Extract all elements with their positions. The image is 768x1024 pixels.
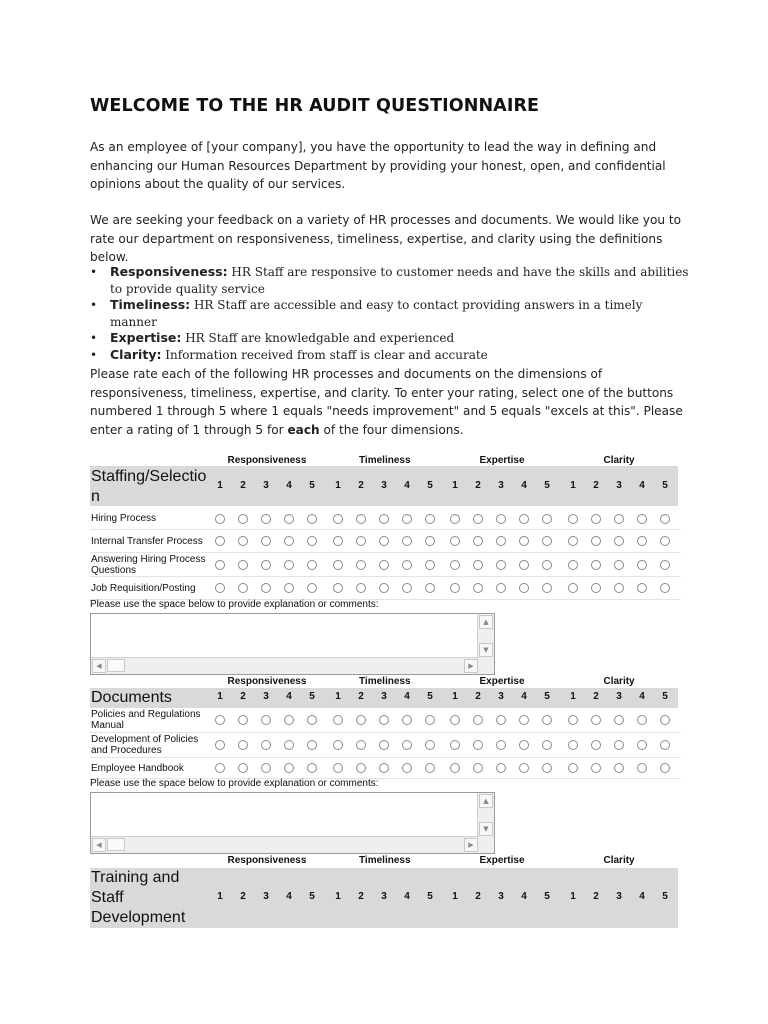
radio-clarity-3[interactable]: [614, 740, 624, 750]
radio-responsiveness-4[interactable]: [284, 514, 294, 524]
radio-clarity-1[interactable]: [568, 514, 578, 524]
scale-number: 2: [593, 480, 599, 491]
radio-expertise-4[interactable]: [519, 740, 529, 750]
radio-expertise-3[interactable]: [496, 560, 506, 570]
radio-expertise-5[interactable]: [542, 715, 552, 725]
scale-number: 2: [240, 480, 246, 491]
radio-timeliness-1[interactable]: [333, 740, 343, 750]
scroll-left-icon[interactable]: ◀: [92, 838, 106, 852]
dimension-label-responsiveness: Responsiveness: [227, 676, 307, 687]
radio-clarity-2[interactable]: [591, 583, 601, 593]
scale-number: 1: [452, 480, 458, 491]
scale-number: 3: [381, 691, 387, 702]
scroll-corner: [478, 658, 494, 674]
scale-number: 4: [404, 691, 410, 702]
dimension-header: [90, 855, 678, 869]
radio-expertise-2[interactable]: [473, 560, 483, 570]
radio-responsiveness-3[interactable]: [261, 740, 271, 750]
scale-number: 2: [593, 891, 599, 902]
scale-number: 3: [381, 891, 387, 902]
radio-expertise-4[interactable]: [519, 514, 529, 524]
radio-timeliness-5[interactable]: [425, 715, 435, 725]
scroll-thumb[interactable]: [107, 659, 125, 672]
intro-paragraph-2: We are seeking your feedback on a variety of HR processes and documents. We would like you to rate our department on responsiveness, timeliness, expertise, and clarity using the definitions below.: [90, 213, 682, 264]
radio-timeliness-4[interactable]: [402, 740, 412, 750]
radio-responsiveness-4[interactable]: [284, 740, 294, 750]
comments-prompt: Please use the space below to provide explanation or comments:: [90, 599, 379, 610]
radio-timeliness-2[interactable]: [356, 740, 366, 750]
radio-responsiveness-2[interactable]: [238, 583, 248, 593]
definition-clarity: • Clarity: Information received from staff is clear and accurate: [90, 346, 488, 362]
rating-row-development-of-policies-and-procedures: [90, 733, 681, 758]
scale-number: 1: [570, 480, 576, 491]
dimension-label-responsiveness: Responsiveness: [227, 855, 307, 866]
radio-responsiveness-3[interactable]: [261, 763, 271, 773]
radio-responsiveness-5[interactable]: [307, 583, 317, 593]
scale-number: 5: [427, 691, 433, 702]
rating-item-label: Internal Transfer Process: [91, 535, 203, 547]
scale-number: 5: [427, 480, 433, 491]
radio-clarity-1[interactable]: [568, 536, 578, 546]
scale-number: 4: [639, 691, 645, 702]
scale-number: 1: [217, 891, 223, 902]
radio-expertise-2[interactable]: [473, 583, 483, 593]
radio-responsiveness-4[interactable]: [284, 560, 294, 570]
radio-timeliness-3[interactable]: [379, 740, 389, 750]
definition-expertise: • Expertise: HR Staff are knowledgable and experienced: [90, 330, 455, 345]
scale-number: 4: [404, 480, 410, 491]
radio-expertise-1[interactable]: [450, 514, 460, 524]
radio-timeliness-2[interactable]: [356, 763, 366, 773]
rating-row-hiring-process: [90, 508, 681, 530]
radio-clarity-5[interactable]: [660, 740, 670, 750]
dimension-label-clarity: Clarity: [603, 855, 635, 866]
scroll-left-icon[interactable]: ◀: [92, 659, 106, 673]
page-title: WELCOME TO THE HR AUDIT QUESTIONNAIRE: [90, 96, 540, 116]
radio-timeliness-1[interactable]: [333, 583, 343, 593]
radio-expertise-5[interactable]: [542, 583, 552, 593]
rating-item-label: Job Requisition/Posting: [91, 582, 196, 594]
radio-clarity-5[interactable]: [660, 763, 670, 773]
scroll-up-icon[interactable]: ▲: [479, 615, 493, 629]
radio-expertise-2[interactable]: [473, 740, 483, 750]
radio-expertise-3[interactable]: [496, 583, 506, 593]
scale-number: 3: [498, 691, 504, 702]
scroll-right-icon[interactable]: ▶: [464, 838, 478, 852]
scale-number: 1: [452, 891, 458, 902]
radio-clarity-2[interactable]: [591, 560, 601, 570]
radio-expertise-2[interactable]: [473, 763, 483, 773]
scale-number: 2: [358, 691, 364, 702]
scale-number: 1: [570, 691, 576, 702]
radio-timeliness-4[interactable]: [402, 715, 412, 725]
scale-number: 2: [593, 691, 599, 702]
definitions-list: [90, 264, 690, 363]
radio-responsiveness-1[interactable]: [215, 536, 225, 546]
radio-responsiveness-2[interactable]: [238, 560, 248, 570]
radio-responsiveness-2[interactable]: [238, 715, 248, 725]
scale-number: 5: [662, 891, 668, 902]
radio-clarity-1[interactable]: [568, 715, 578, 725]
radio-expertise-1[interactable]: [450, 715, 460, 725]
radio-expertise-2[interactable]: [473, 715, 483, 725]
radio-timeliness-1[interactable]: [333, 763, 343, 773]
scale-number: 5: [662, 691, 668, 702]
radio-clarity-5[interactable]: [660, 560, 670, 570]
radio-responsiveness-1[interactable]: [215, 715, 225, 725]
dimension-label-expertise: Expertise: [479, 676, 525, 687]
section-title: Staffing/Selection: [91, 468, 207, 505]
dimension-label-clarity: Clarity: [603, 455, 635, 466]
radio-clarity-3[interactable]: [614, 560, 624, 570]
rating-row-policies-and-regulations-manual: [90, 708, 681, 733]
section-header-training-and-staff-development: [90, 868, 678, 928]
radio-expertise-1[interactable]: [450, 583, 460, 593]
radio-responsiveness-1[interactable]: [215, 560, 225, 570]
radio-clarity-5[interactable]: [660, 536, 670, 546]
radio-responsiveness-5[interactable]: [307, 560, 317, 570]
radio-clarity-4[interactable]: [637, 740, 647, 750]
radio-expertise-3[interactable]: [496, 763, 506, 773]
scroll-down-icon[interactable]: ▼: [479, 643, 493, 657]
radio-timeliness-3[interactable]: [379, 763, 389, 773]
radio-clarity-3[interactable]: [614, 715, 624, 725]
scale-number: 4: [521, 691, 527, 702]
scale-number: 3: [381, 480, 387, 491]
scale-number: 3: [498, 891, 504, 902]
radio-clarity-2[interactable]: [591, 715, 601, 725]
scale-numbers: [90, 480, 678, 494]
scale-number: 4: [286, 891, 292, 902]
scale-number: 4: [521, 891, 527, 902]
radio-timeliness-5[interactable]: [425, 536, 435, 546]
radio-timeliness-2[interactable]: [356, 715, 366, 725]
section-header-staffing-selection: [90, 466, 678, 506]
radio-expertise-5[interactable]: [542, 560, 552, 570]
scale-number: 4: [404, 891, 410, 902]
definition-responsiveness: • Responsiveness: HR Staff are responsive to customer needs and have the skills and abilities to provide quality service: [90, 264, 689, 296]
scale-number: 1: [217, 691, 223, 702]
radio-responsiveness-1[interactable]: [215, 514, 225, 524]
radio-responsiveness-4[interactable]: [284, 763, 294, 773]
radio-clarity-1[interactable]: [568, 583, 578, 593]
dimension-label-timeliness: Timeliness: [359, 855, 411, 866]
radio-responsiveness-2[interactable]: [238, 514, 248, 524]
radio-responsiveness-5[interactable]: [307, 715, 317, 725]
scale-number: 4: [521, 480, 527, 491]
radio-timeliness-1[interactable]: [333, 560, 343, 570]
radio-expertise-2[interactable]: [473, 514, 483, 524]
scroll-thumb[interactable]: [107, 838, 125, 851]
definition-timeliness: • Timeliness: HR Staff are accessible and easy to contact providing answers in a timely manner: [90, 297, 643, 329]
horizontal-scrollbar[interactable]: [91, 836, 479, 853]
intro-paragraph-1: As an employee of [your company], you have the opportunity to lead the way in defining and enhancing our Human Resources Department by providing your honest, open, and confidential opinions about the quality of our services.: [90, 140, 666, 191]
radio-expertise-1[interactable]: [450, 763, 460, 773]
radio-responsiveness-3[interactable]: [261, 715, 271, 725]
scroll-corner: [478, 837, 494, 853]
radio-timeliness-5[interactable]: [425, 514, 435, 524]
radio-timeliness-3[interactable]: [379, 514, 389, 524]
scale-number: 3: [263, 480, 269, 491]
radio-expertise-4[interactable]: [519, 583, 529, 593]
section-title: Training and Staff Development: [91, 869, 186, 926]
scale-number: 1: [335, 691, 341, 702]
scale-number: 1: [452, 691, 458, 702]
radio-expertise-3[interactable]: [496, 514, 506, 524]
radio-responsiveness-5[interactable]: [307, 763, 317, 773]
radio-clarity-1[interactable]: [568, 763, 578, 773]
scale-number: 5: [544, 480, 550, 491]
scale-number: 2: [475, 691, 481, 702]
radio-clarity-5[interactable]: [660, 514, 670, 524]
radio-expertise-1[interactable]: [450, 536, 460, 546]
dimension-label-timeliness: Timeliness: [359, 455, 411, 466]
radio-responsiveness-5[interactable]: [307, 740, 317, 750]
rating-item-label: Answering Hiring Process Questions: [91, 554, 206, 576]
scale-number: 2: [358, 480, 364, 491]
radio-clarity-4[interactable]: [637, 715, 647, 725]
radio-clarity-1[interactable]: [568, 560, 578, 570]
radio-timeliness-3[interactable]: [379, 715, 389, 725]
radio-expertise-4[interactable]: [519, 560, 529, 570]
scale-number: 5: [662, 480, 668, 491]
rating-item-label: Hiring Process: [91, 513, 157, 524]
radio-expertise-3[interactable]: [496, 740, 506, 750]
radio-expertise-5[interactable]: [542, 740, 552, 750]
scale-number: 3: [616, 480, 622, 491]
horizontal-scrollbar[interactable]: [91, 657, 479, 674]
scale-number: 3: [616, 891, 622, 902]
radio-clarity-5[interactable]: [660, 583, 670, 593]
radio-clarity-2[interactable]: [591, 514, 601, 524]
radio-clarity-4[interactable]: [637, 536, 647, 546]
scale-number: 3: [616, 691, 622, 702]
radio-timeliness-3[interactable]: [379, 583, 389, 593]
radio-clarity-4[interactable]: [637, 763, 647, 773]
scale-number: 2: [240, 691, 246, 702]
rating-row-answering-hiring-process-questions: [90, 553, 681, 577]
scale-number: 2: [358, 891, 364, 902]
dimension-label-expertise: Expertise: [479, 855, 525, 866]
radio-clarity-4[interactable]: [637, 514, 647, 524]
radio-responsiveness-5[interactable]: [307, 536, 317, 546]
scale-number: 1: [335, 891, 341, 902]
radio-responsiveness-4[interactable]: [284, 536, 294, 546]
scale-number: 5: [427, 891, 433, 902]
radio-timeliness-3[interactable]: [379, 560, 389, 570]
scale-number: 1: [570, 891, 576, 902]
scale-number: 5: [544, 891, 550, 902]
radio-timeliness-4[interactable]: [402, 536, 412, 546]
radio-responsiveness-2[interactable]: [238, 740, 248, 750]
radio-timeliness-5[interactable]: [425, 560, 435, 570]
radio-responsiveness-1[interactable]: [215, 763, 225, 773]
scale-number: 3: [263, 691, 269, 702]
radio-clarity-2[interactable]: [591, 536, 601, 546]
section-header-documents: [90, 688, 678, 708]
comments-textarea-documents[interactable]: [90, 792, 495, 854]
scale-number: 2: [240, 891, 246, 902]
scroll-right-icon[interactable]: ▶: [464, 659, 478, 673]
radio-responsiveness-3[interactable]: [261, 560, 271, 570]
radio-responsiveness-4[interactable]: [284, 715, 294, 725]
radio-responsiveness-4[interactable]: [284, 583, 294, 593]
scale-number: 5: [309, 480, 315, 491]
radio-timeliness-1[interactable]: [333, 715, 343, 725]
radio-responsiveness-1[interactable]: [215, 740, 225, 750]
section-title: Documents: [91, 689, 172, 706]
radio-clarity-1[interactable]: [568, 740, 578, 750]
radio-timeliness-2[interactable]: [356, 536, 366, 546]
radio-responsiveness-1[interactable]: [215, 583, 225, 593]
vertical-scrollbar[interactable]: [477, 793, 494, 838]
radio-responsiveness-2[interactable]: [238, 763, 248, 773]
radio-timeliness-5[interactable]: [425, 763, 435, 773]
radio-timeliness-2[interactable]: [356, 560, 366, 570]
radio-expertise-1[interactable]: [450, 740, 460, 750]
scale-numbers: [90, 691, 678, 705]
scale-number: 1: [335, 480, 341, 491]
radio-timeliness-5[interactable]: [425, 740, 435, 750]
radio-expertise-4[interactable]: [519, 536, 529, 546]
comments-textarea-staffing-selection[interactable]: [90, 613, 495, 675]
dimension-label-expertise: Expertise: [479, 455, 525, 466]
scale-numbers: [90, 891, 678, 905]
radio-timeliness-4[interactable]: [402, 560, 412, 570]
radio-timeliness-5[interactable]: [425, 583, 435, 593]
radio-expertise-5[interactable]: [542, 536, 552, 546]
comments-prompt: Please use the space below to provide explanation or comments:: [90, 778, 379, 789]
rating-row-internal-transfer-process: [90, 530, 681, 553]
radio-timeliness-3[interactable]: [379, 536, 389, 546]
rating-item-label: Development of Policies and Procedures: [91, 734, 199, 756]
scale-number: 3: [263, 891, 269, 902]
radio-clarity-4[interactable]: [637, 583, 647, 593]
radio-responsiveness-2[interactable]: [238, 536, 248, 546]
radio-expertise-5[interactable]: [542, 763, 552, 773]
radio-timeliness-2[interactable]: [356, 514, 366, 524]
scale-number: 2: [475, 480, 481, 491]
radio-clarity-3[interactable]: [614, 763, 624, 773]
radio-expertise-4[interactable]: [519, 763, 529, 773]
radio-clarity-5[interactable]: [660, 715, 670, 725]
radio-clarity-3[interactable]: [614, 514, 624, 524]
dimension-label-clarity: Clarity: [603, 676, 635, 687]
radio-expertise-4[interactable]: [519, 715, 529, 725]
scale-number: 5: [309, 891, 315, 902]
dimension-label-responsiveness: Responsiveness: [227, 455, 307, 466]
radio-expertise-3[interactable]: [496, 536, 506, 546]
radio-expertise-5[interactable]: [542, 514, 552, 524]
scale-number: 4: [639, 480, 645, 491]
scale-number: 4: [286, 691, 292, 702]
scale-number: 5: [309, 691, 315, 702]
radio-expertise-3[interactable]: [496, 715, 506, 725]
scale-number: 2: [475, 891, 481, 902]
radio-responsiveness-5[interactable]: [307, 514, 317, 524]
radio-clarity-3[interactable]: [614, 536, 624, 546]
scale-number: 4: [286, 480, 292, 491]
scale-number: 4: [639, 891, 645, 902]
rating-item-label: Employee Handbook: [91, 762, 184, 774]
radio-responsiveness-3[interactable]: [261, 536, 271, 546]
radio-expertise-1[interactable]: [450, 560, 460, 570]
radio-clarity-4[interactable]: [637, 560, 647, 570]
scroll-down-icon[interactable]: ▼: [479, 822, 493, 836]
rating-row-employee-handbook: [90, 758, 681, 779]
radio-timeliness-4[interactable]: [402, 763, 412, 773]
scale-number: 3: [498, 480, 504, 491]
radio-clarity-3[interactable]: [614, 583, 624, 593]
radio-responsiveness-3[interactable]: [261, 514, 271, 524]
scale-number: 1: [217, 480, 223, 491]
radio-timeliness-4[interactable]: [402, 583, 412, 593]
rating-item-label: Policies and Regulations Manual: [91, 709, 201, 731]
rating-row-job-requisition-posting: [90, 577, 681, 600]
radio-timeliness-2[interactable]: [356, 583, 366, 593]
radio-expertise-2[interactable]: [473, 536, 483, 546]
radio-timeliness-1[interactable]: [333, 514, 343, 524]
radio-timeliness-1[interactable]: [333, 536, 343, 546]
radio-clarity-2[interactable]: [591, 740, 601, 750]
dimension-label-timeliness: Timeliness: [359, 676, 411, 687]
radio-timeliness-4[interactable]: [402, 514, 412, 524]
vertical-scrollbar[interactable]: [477, 614, 494, 659]
scroll-up-icon[interactable]: ▲: [479, 794, 493, 808]
radio-clarity-2[interactable]: [591, 763, 601, 773]
rating-instructions: Please rate each of the following HR processes and documents on the dimensions of responsiveness, timeliness, expertise, and clarity. To enter your rating, select one of the buttons numbered 1 through 5 where 1 equals "needs improvement" and 5 equals "excels at this". Please enter a rating of 1 through 5 for each of the four dimensions.: [90, 367, 683, 437]
radio-responsiveness-3[interactable]: [261, 583, 271, 593]
scale-number: 5: [544, 691, 550, 702]
